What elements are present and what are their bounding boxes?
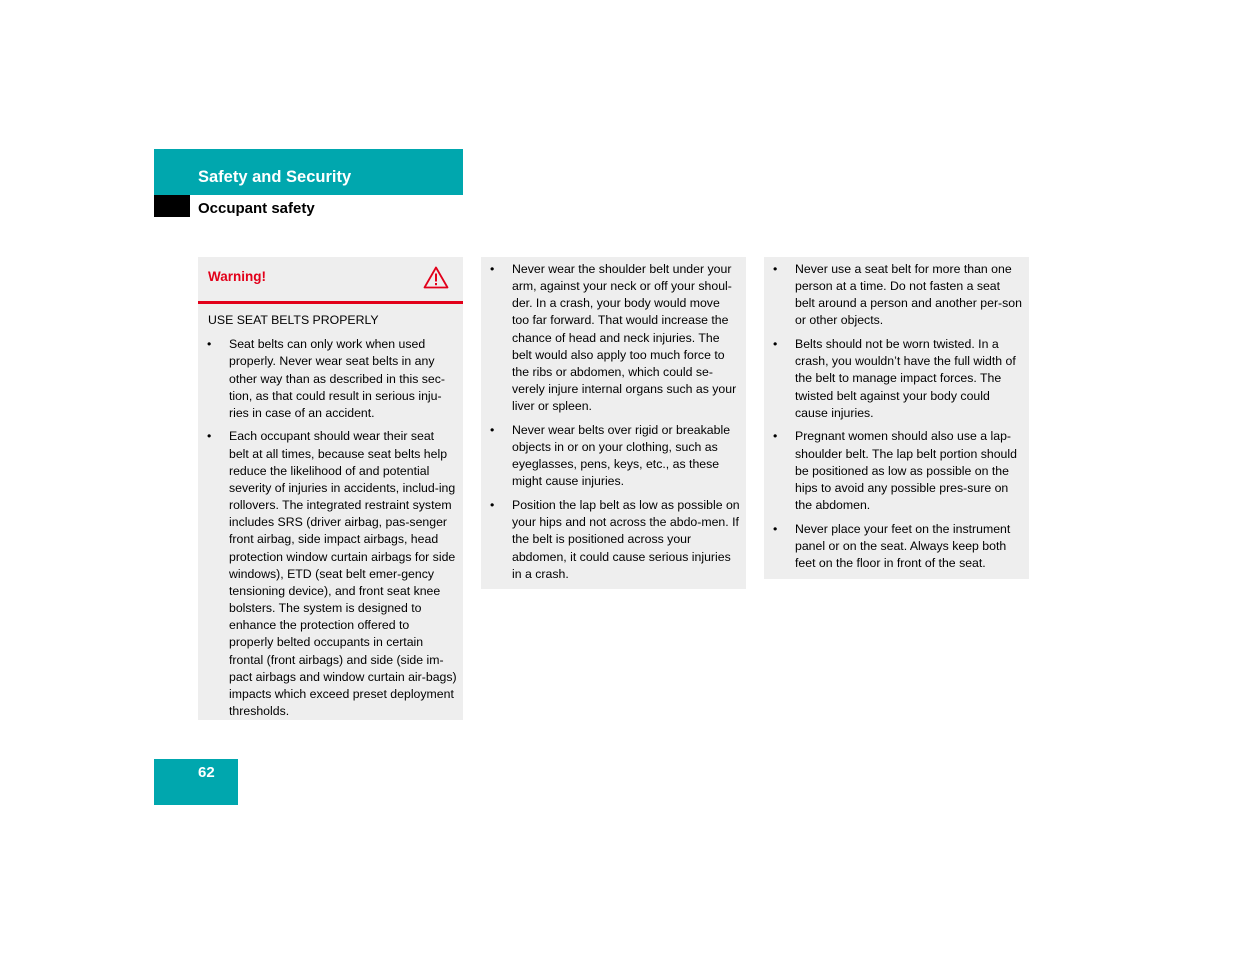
bullet-icon: • xyxy=(490,498,495,513)
middle-column-box xyxy=(481,257,746,589)
warning-triangle-icon xyxy=(423,266,449,289)
list-item-text: Never use a seat belt for more than one person at a time. Do not fasten a seat belt around a person and another per-son or other objects. xyxy=(795,262,1022,328)
list-item-text: Never wear the shoulder belt under your arm, against your neck or off your shoul-der. In a crash, your body would move too far forward. That would increase the chance of head and neck injuries. The belt would also apply too much force to the ribs or abdomen, which could se-verely injure internal organs such as your liver or spleen. xyxy=(512,262,737,414)
subsection-marker xyxy=(154,195,190,217)
right-column-box xyxy=(764,257,1029,579)
warning-title: USE SEAT BELTS PROPERLY xyxy=(208,313,379,327)
list-item-text: Pregnant women should also use a lap-shoulder belt. The lap belt portion should be positioned as low as possible on the hips to avoid any possible pres-sure on the abdomen. xyxy=(795,429,1017,513)
list-item xyxy=(481,422,746,491)
warning-header xyxy=(198,257,463,304)
list-item xyxy=(198,336,463,422)
middle-list xyxy=(481,257,746,583)
list-item-text: Position the lap belt as low as possible on your hips and not across the abdo-men. If the belt is positioned across your abdomen, it could cause serious injuries in a crash. xyxy=(512,498,740,581)
warning-box xyxy=(198,257,463,720)
bullet-icon: • xyxy=(773,262,778,276)
list-item xyxy=(481,497,746,583)
list-item xyxy=(764,336,1029,422)
warning-list xyxy=(198,336,463,720)
page-number-badge xyxy=(154,759,238,805)
bullet-icon: • xyxy=(773,337,778,352)
bullet-icon: • xyxy=(773,521,778,536)
subsection-title: Occupant safety xyxy=(198,200,315,217)
list-item xyxy=(198,428,463,720)
list-item xyxy=(764,428,1029,514)
list-item xyxy=(481,261,746,415)
bullet-icon: • xyxy=(207,429,212,444)
list-item-text: Never wear belts over rigid or breakable objects in or on your clothing, such as eyeglasses, pens, keys, etc., as these might cause injuries. xyxy=(512,422,731,489)
list-item-text: Belts should not be worn twisted. In a crash, you wouldn’t have the full width of the belt to manage impact forces. The twisted belt against your body could cause injuries. xyxy=(795,337,1016,420)
right-list xyxy=(764,257,1029,572)
warning-label: Warning! xyxy=(208,269,266,284)
list-item-text: Never place your feet on the instrument panel or on the seat. Always keep both feet on the floor in front of the seat. xyxy=(795,521,1011,570)
list-item-text: Each occupant should wear their seat belt at all times, because seat belts help reduce the likelihood of and potential severity of injuries in accidents, includ-ing rollovers. The integrated restraint system includes SRS (driver airbag, pas-senger front airbag, side impact airbags, head protection window curtain airbags for side windows), ETD (seat belt emer-gency tensioning device), and front seat knee bolsters. The system is designed to enhance the protection offered to properly belted occupants in certain frontal (front airbags) and side (side im-pact airbags and window curtain air-bags) impacts which exceed preset deployment thresholds. xyxy=(229,429,457,718)
page-number: 62 xyxy=(198,764,215,781)
list-item xyxy=(764,521,1029,572)
bullet-icon: • xyxy=(207,337,212,352)
list-item-text: Seat belts can only work when used properly. Never wear seat belts in any other way than as described in this sec-tion, as that could result in serious inju-ries in case of an accident. xyxy=(229,337,445,420)
bullet-icon: • xyxy=(490,262,495,276)
bullet-icon: • xyxy=(490,422,495,437)
section-title: Safety and Security xyxy=(198,168,352,186)
list-item xyxy=(764,261,1029,330)
bullet-icon: • xyxy=(773,429,778,444)
